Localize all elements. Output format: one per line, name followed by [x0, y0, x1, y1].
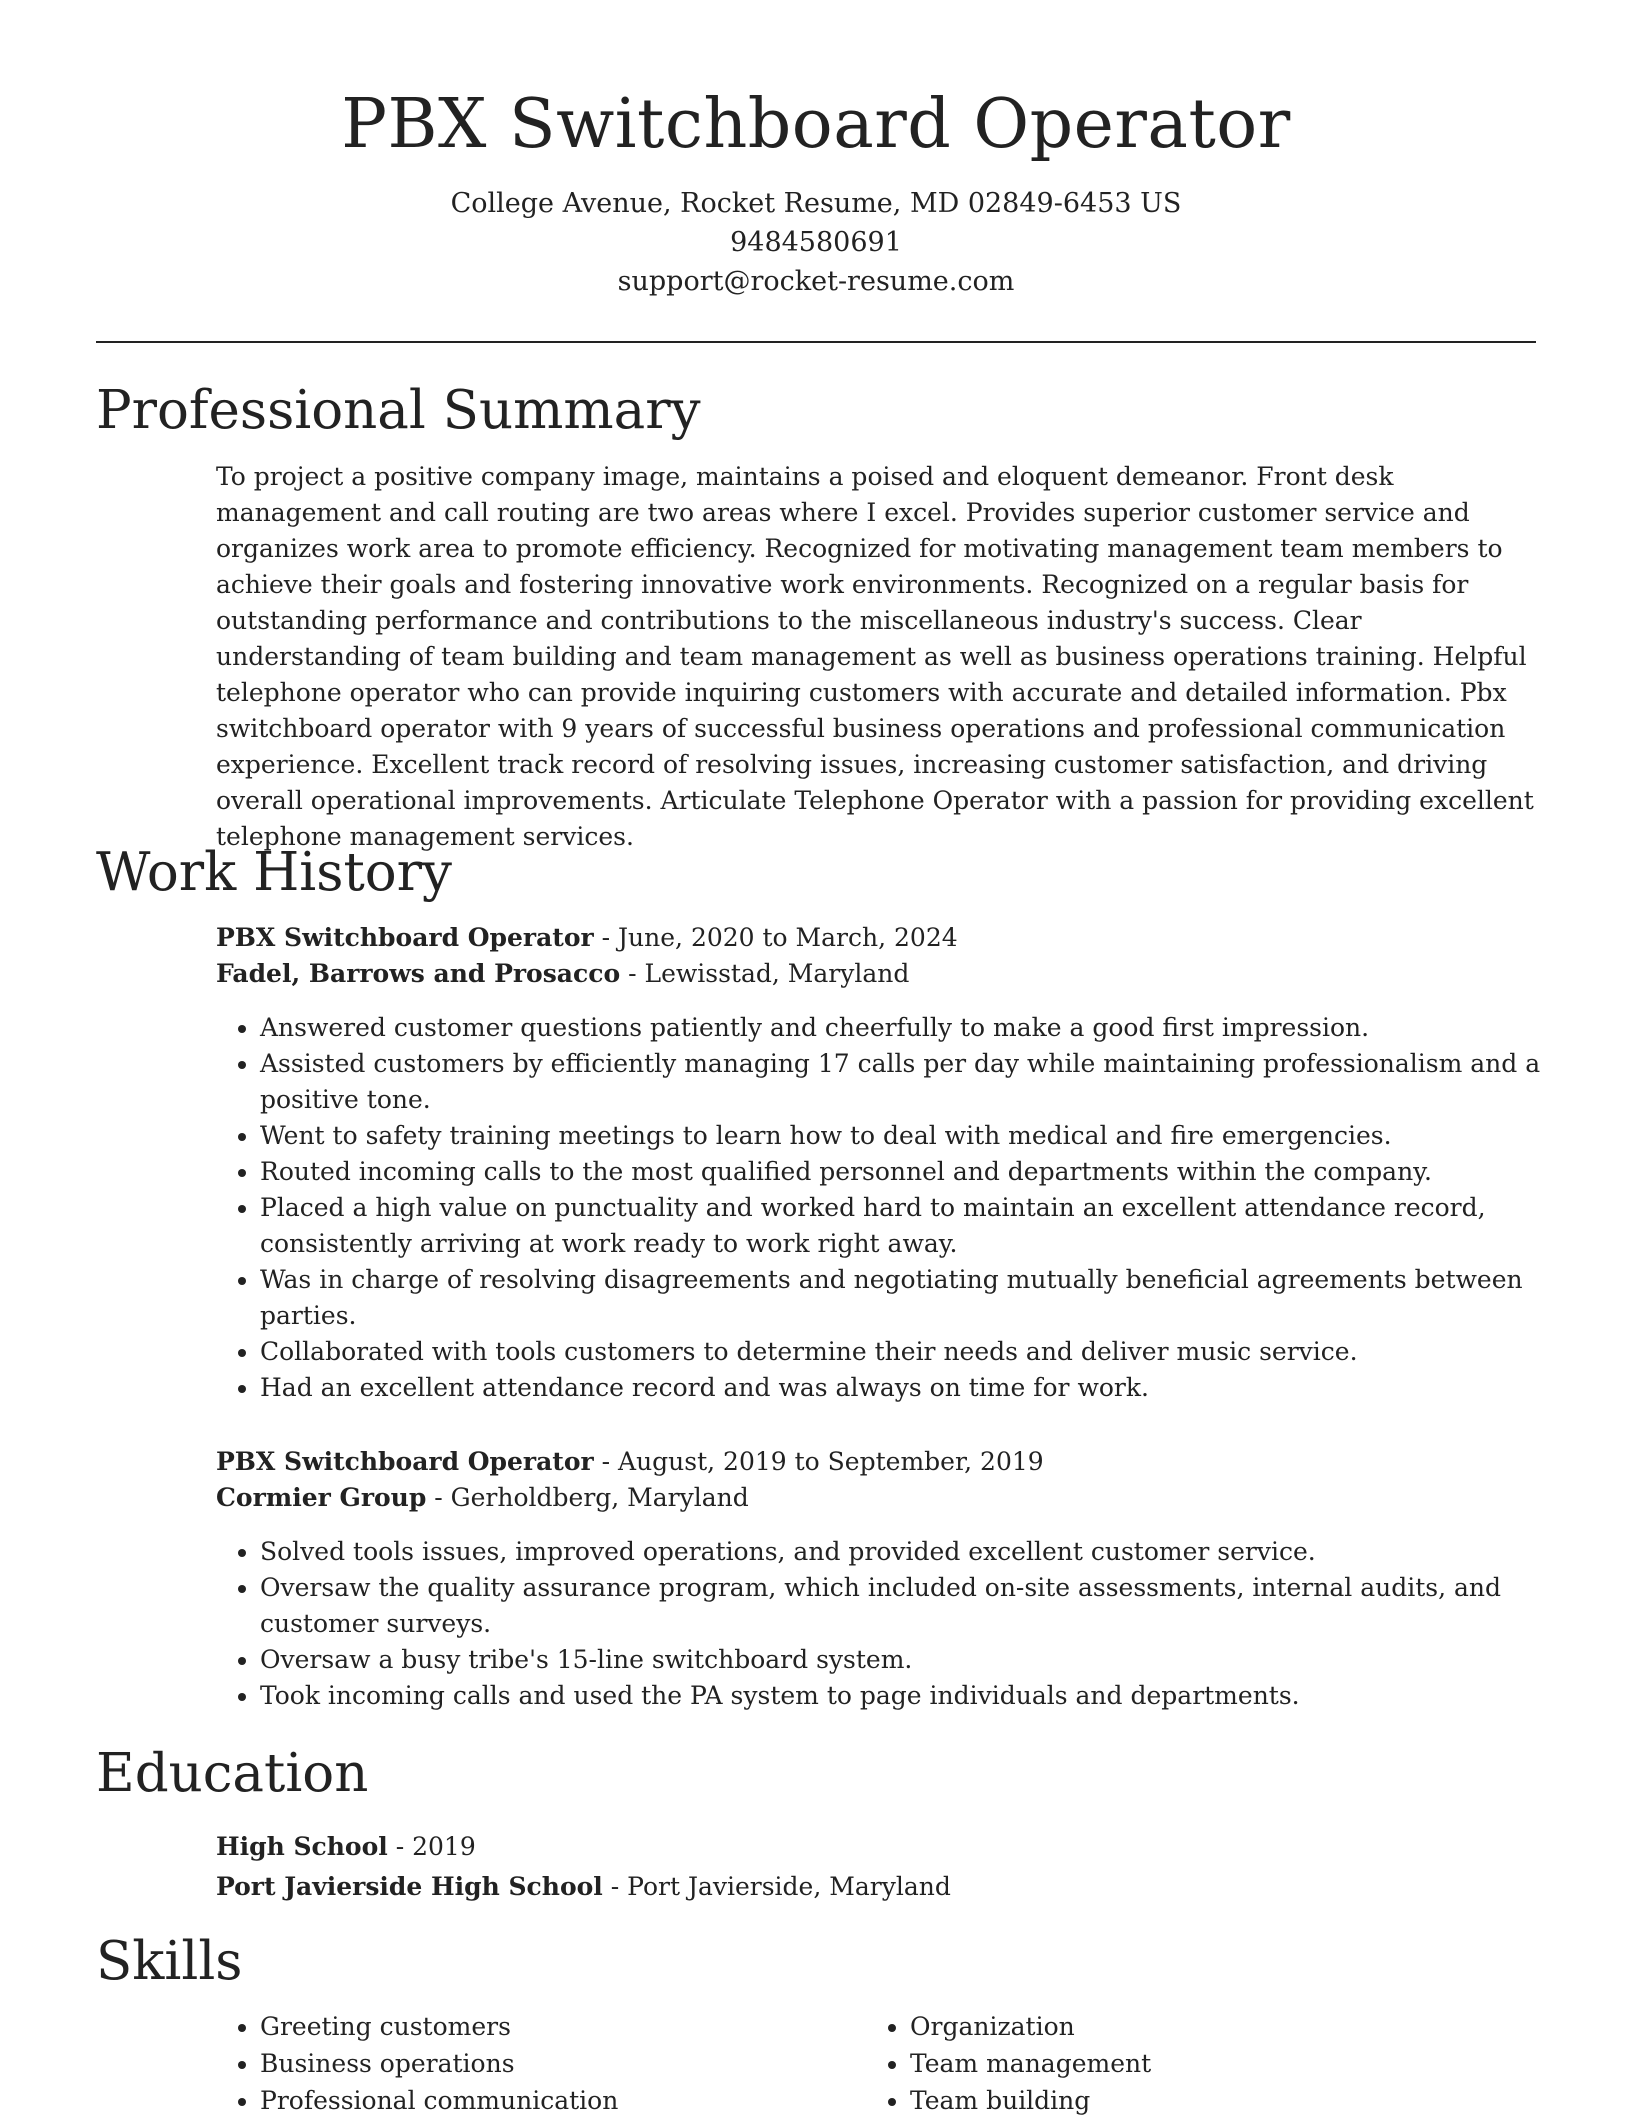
education-entry	[216, 1827, 1546, 1907]
skill-item: • Greeting customers	[260, 2008, 618, 2045]
school-name: Port Javierside High School	[216, 1872, 603, 1901]
skill-item: • Team management	[910, 2045, 1151, 2082]
job-title: PBX Switchboard Operator	[216, 1447, 594, 1476]
summary-text: To project a positive company image, maintains a poised and eloquent demeanor. Front desk management and call routing are two areas where I excel. Provides superior customer service and organizes work area to promote efficiency. Recognized for motivating management team members to achieve their goals and fostering innovative work environments. Recognized on a regular basis for outstanding performance and contributions to the miscellaneous industry's success. Clear understanding of team building and team management as well as business operations training. Helpful telephone operator who can provide inquiring customers with accurate and detailed information. Pbx switchboard operator with 9 years of successful business operations and professional communication experience. Excellent track record of resolving issues, increasing customer satisfaction, and driving overall operational improvements. Articulate Telephone Operator with a passion for providing excellent telephone management services.	[216, 462, 1534, 851]
duty-item: • Oversaw the quality assurance program, which included on-site assessments, internal audits, and customer surveys.	[260, 1570, 1546, 1642]
skills-column	[216, 2008, 618, 2119]
job-duties	[216, 1010, 1546, 1406]
skill-item: • Team building	[910, 2082, 1151, 2119]
job-duties	[216, 1534, 1546, 1714]
skills-column	[866, 2008, 1151, 2119]
skill-item: • Organization	[910, 2008, 1151, 2045]
graduation-year: - 2019	[387, 1832, 476, 1861]
address: College Avenue, Rocket Resume, MD 02849-6453 US	[450, 188, 1182, 219]
summary-heading: Professional Summary	[96, 380, 701, 441]
job-entry	[216, 1444, 1546, 1714]
company-line	[216, 956, 1546, 992]
company-line	[216, 1480, 1546, 1516]
candidate-name: PBX Switchboard Operator	[341, 85, 1291, 164]
duty-item: • Collaborated with tools customers to determine their needs and deliver music service.	[260, 1334, 1546, 1370]
job-title: PBX Switchboard Operator	[216, 923, 594, 952]
duty-item: • Assisted customers by efficiently managing 17 calls per day while maintaining professionalism and a positive tone.	[260, 1046, 1546, 1118]
duty-item: • Answered customer questions patiently and cheerfully to make a good first impression.	[260, 1010, 1546, 1046]
contact-info	[0, 184, 1632, 301]
company-name: Fadel, Barrows and Prosacco	[216, 959, 621, 988]
school-line	[216, 1867, 1546, 1907]
job-title-line	[216, 920, 1546, 956]
phone: 9484580691	[730, 227, 902, 258]
duty-item: • Placed a high value on punctuality and worked hard to maintain an excellent attendance record, consistently arriving at work ready to work right away.	[260, 1190, 1546, 1262]
company-location: - Gerholdberg, Maryland	[426, 1483, 749, 1512]
work-history-heading: Work History	[96, 842, 452, 903]
job-entry	[216, 920, 1546, 1406]
resume-header	[0, 80, 1632, 301]
skill-item: • Professional communication	[260, 2082, 618, 2119]
duty-item: • Took incoming calls and used the PA system to page individuals and departments.	[260, 1678, 1546, 1714]
job-dates: - June, 2020 to March, 2024	[593, 923, 958, 952]
job-dates: - August, 2019 to September, 2019	[593, 1447, 1044, 1476]
school-location: - Port Javierside, Maryland	[602, 1872, 951, 1901]
education-heading: Education	[96, 1743, 369, 1804]
company-location: - Lewisstad, Maryland	[620, 959, 910, 988]
degree-line	[216, 1827, 1546, 1867]
duty-item: • Went to safety training meetings to learn how to deal with medical and fire emergencies.	[260, 1118, 1546, 1154]
job-title-line	[216, 1444, 1546, 1480]
duty-item: • Was in charge of resolving disagreements and negotiating mutually beneficial agreements between parties.	[260, 1262, 1546, 1334]
duty-item: • Routed incoming calls to the most qualified personnel and departments within the company.	[260, 1154, 1546, 1190]
skills-heading: Skills	[96, 1931, 243, 1992]
duty-item: • Solved tools issues, improved operations, and provided excellent customer service.	[260, 1534, 1546, 1570]
skill-item: • Business operations	[260, 2045, 618, 2082]
duty-item: • Oversaw a busy tribe's 15-line switchboard system.	[260, 1642, 1546, 1678]
degree: High School	[216, 1832, 388, 1861]
company-name: Cormier Group	[216, 1483, 427, 1512]
email: support@rocket-resume.com	[617, 266, 1015, 297]
duty-item: • Had an excellent attendance record and was always on time for work.	[260, 1370, 1546, 1406]
header-divider	[96, 341, 1536, 343]
